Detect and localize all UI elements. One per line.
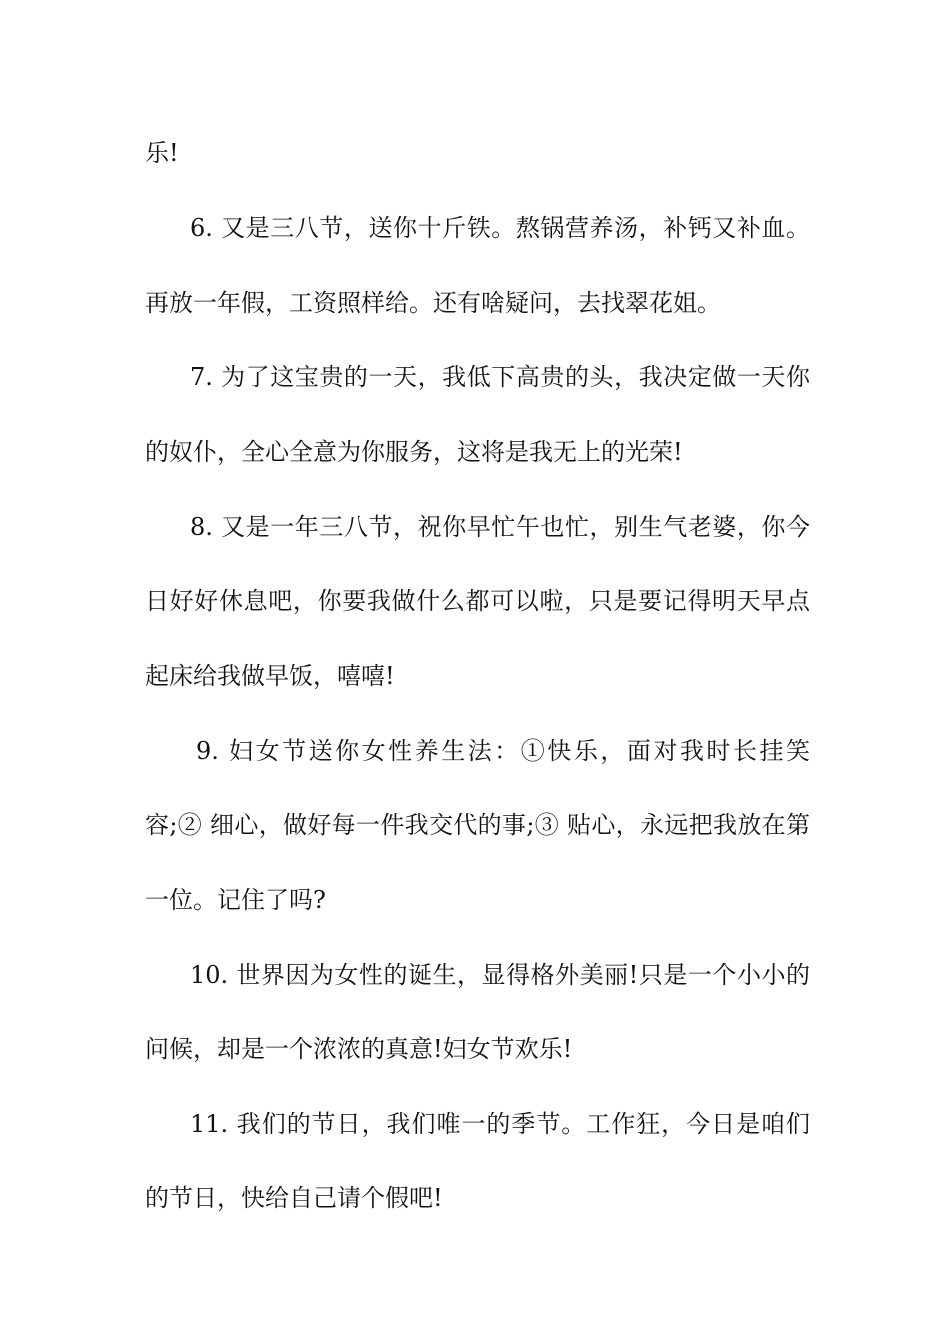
item-6-line-2: 再放一年假，工资照样给。还有啥疑问，去找翠花姐。 bbox=[145, 289, 721, 317]
item-10-line-1: 10. 世界因为女性的诞生，显得格外美丽!只是一个小小的 bbox=[190, 961, 810, 989]
item-11-line-1: 11. 我们的节日，我们唯一的季节。工作狂，今日是咱们 bbox=[190, 1110, 810, 1138]
item-8-line-1: 8. 又是一年三八节，祝你早忙午也忙，别生气老婆，你今 bbox=[190, 513, 810, 541]
item-7-line-1: 7. 为了这宝贵的一天，我低下高贵的头，我决定做一天你 bbox=[190, 363, 810, 391]
item-9-line-2: 容;② 细心，做好每一件我交代的事;③ 贴心，永远把我放在第 bbox=[145, 811, 810, 839]
item-11-line-2: 的节日，快给自己请个假吧! bbox=[145, 1184, 443, 1212]
item-7-line-2: 的奴仆，全心全意为你服务，这将是我无上的光荣! bbox=[145, 438, 683, 466]
item-8-line-3: 起床给我做早饭，嘻嘻! bbox=[145, 662, 395, 690]
item-8-line-2: 日好好休息吧，你要我做什么都可以啦，只是要记得明天早点 bbox=[145, 587, 810, 615]
text-line-1: 乐! bbox=[145, 139, 179, 167]
item-6-line-1: 6. 又是三八节，送你十斤铁。熬锅营养汤，补钙又补血。 bbox=[190, 214, 810, 242]
item-9-line-1: 9. 妇女节送你女性养生法：①快乐，面对我时长挂笑 bbox=[196, 737, 810, 765]
item-10-line-2: 问候，却是一个浓浓的真意!妇女节欢乐! bbox=[145, 1035, 573, 1063]
item-9-line-3: 一位。记住了吗? bbox=[145, 886, 326, 914]
